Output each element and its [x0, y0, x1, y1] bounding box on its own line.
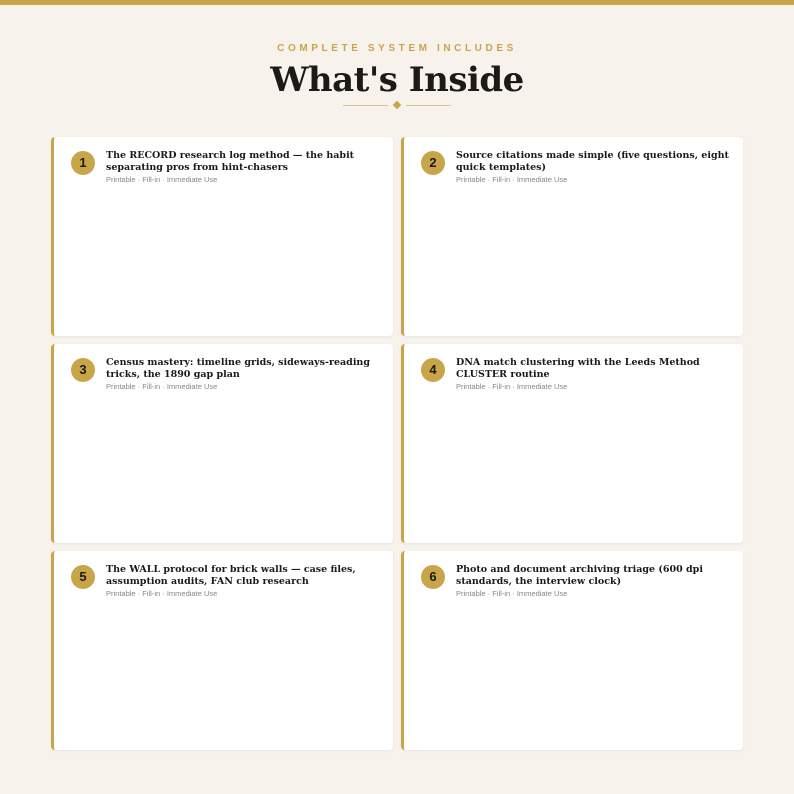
card-title: The RECORD research log method — the habit separating pros from hint-chasers [106, 150, 355, 173]
content-card-2 [401, 137, 743, 336]
card-title: DNA match clustering with the Leeds Method CLUSTER routine [456, 357, 700, 380]
top-accent-bar [0, 0, 794, 5]
page-title: What's Inside [270, 60, 524, 100]
content-card-5 [51, 551, 393, 750]
content-card-1 [51, 137, 393, 336]
card-text [456, 564, 729, 599]
card-title: Census mastery: timeline grids, sideways-reading tricks, the 1890 gap plan [106, 357, 370, 380]
card-title: The WALL protocol for brick walls — case files, assumption audits, FAN club research [106, 564, 356, 587]
card-meta: Printable · Fill-in · Immediate Use [106, 175, 218, 184]
card-text [106, 357, 379, 392]
number-badge: 2 [421, 151, 445, 175]
number-badge: 3 [71, 358, 95, 382]
number-badge: 1 [71, 151, 95, 175]
number-badge: 4 [421, 358, 445, 382]
card-title: Source citations made simple (five questions, eight quick templates) [456, 150, 729, 173]
card-text [456, 357, 729, 392]
content-card-4 [401, 344, 743, 543]
card-text [456, 150, 729, 185]
divider-line-left [343, 105, 388, 106]
number-badge: 6 [421, 565, 445, 589]
number-badge: 5 [71, 565, 95, 589]
card-text [106, 150, 379, 185]
card-meta: Printable · Fill-in · Immediate Use [106, 589, 218, 598]
content-card-3 [51, 344, 393, 543]
card-meta: Printable · Fill-in · Immediate Use [456, 175, 568, 184]
content-card-6 [401, 551, 743, 750]
card-meta: Printable · Fill-in · Immediate Use [456, 589, 568, 598]
card-meta: Printable · Fill-in · Immediate Use [456, 382, 568, 391]
divider-line-right [406, 105, 451, 106]
section-header [0, 43, 794, 100]
eyebrow-label: COMPLETE SYSTEM INCLUDES [277, 43, 517, 54]
diamond-icon [393, 101, 401, 109]
card-text [106, 564, 379, 599]
contents-grid [51, 137, 743, 750]
card-title: Photo and document archiving triage (600 dpi standards, the interview clock) [456, 564, 703, 587]
divider-ornament [343, 101, 451, 110]
card-meta: Printable · Fill-in · Immediate Use [106, 382, 218, 391]
